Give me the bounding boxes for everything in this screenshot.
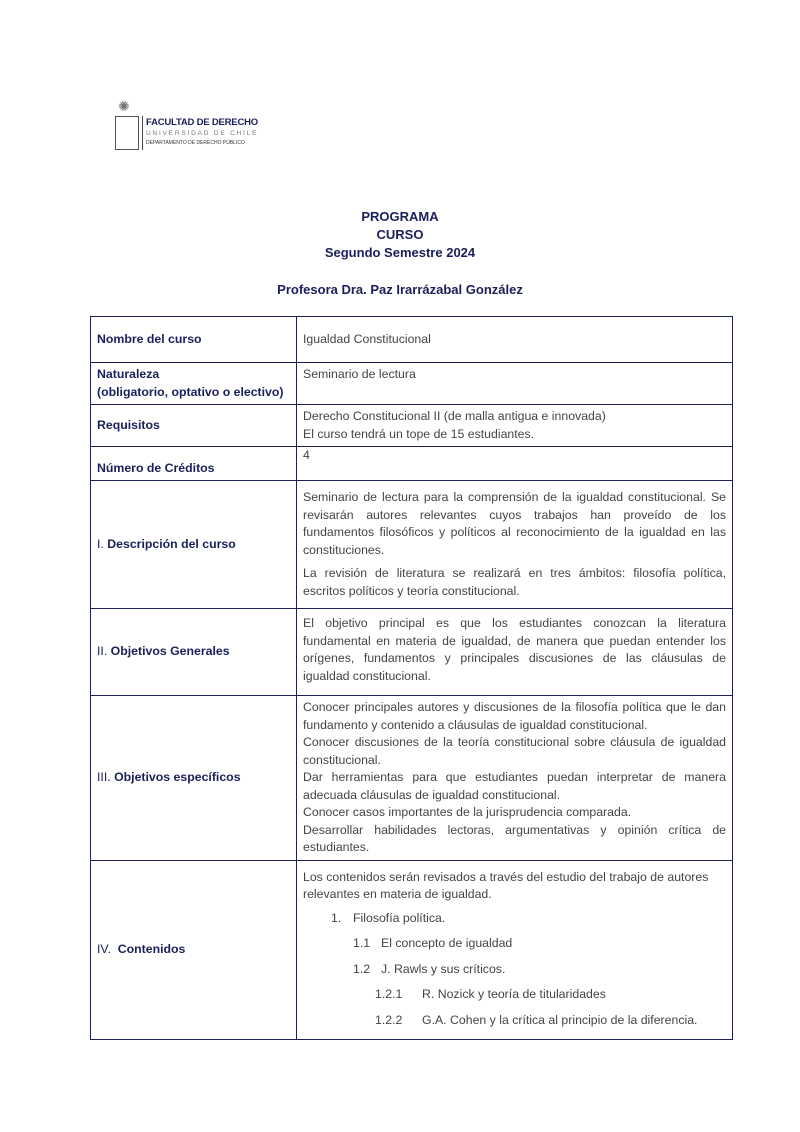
objective-item: Conocer discusiones de la teoría constitucional sobre cláusula de igualdad constitucional. xyxy=(303,735,726,767)
faculty-logo xyxy=(112,98,259,154)
table-row: I. Descripción del curso Seminario de lectura para la comprensión de la igualdad constitucional. Se revisarán autores relevantes cuyos trabajos han proveído de los fundamentos filosóficos y políticos al reconocimiento de la igualdad en las constituciones. La revisión de literatura se realizará en tres ámbitos: filosofía política, escritos políticos y teoría constitucional. xyxy=(91,481,733,609)
logo-line1: FACULTAD DE DERECHO xyxy=(146,117,258,128)
logo-line3: DEPARTAMENTO DE DERECHO PÚBLICO xyxy=(146,140,245,146)
row-label: Contenidos xyxy=(117,941,186,956)
professor: Profesora Dra. Paz Irarrázabal González xyxy=(277,282,523,297)
row-value: 4 xyxy=(297,447,733,481)
row-label: Naturaleza xyxy=(97,367,160,381)
list-item: 1.2.1 R. Nozick y teoría de titularidades xyxy=(375,987,606,1001)
row-label-note: (obligatorio, optativo o electivo) xyxy=(97,384,284,399)
objective-item: Dar herramientas para que estudiantes puedan interpretar de manera adecuada cláusulas de igualdad constitucional. xyxy=(303,770,726,802)
objective-item: Desarrollar habilidades lectoras, argumentativas y opinión crítica de estudiantes. xyxy=(303,822,726,854)
table-row xyxy=(91,363,733,405)
doc-title: PROGRAMA xyxy=(361,209,439,224)
course-table xyxy=(90,316,733,1040)
row-value: Seminario de lectura xyxy=(297,363,733,405)
logo-line2: UNIVERSIDAD DE CHILE xyxy=(146,130,259,137)
paragraph: Seminario de lectura para la comprensión de la igualdad constitucional. Se revisarán autores relevantes cuyos trabajos han proveído de los fundamentos filosóficos y políticos al reconocimiento de la igualdad en las constituciones. xyxy=(303,490,726,557)
row-label: Número de Créditos xyxy=(91,447,297,481)
doc-subtitle: CURSO xyxy=(376,227,424,242)
table-row: III. Objetivos específicos Conocer principales autores y discusiones de la filosofía política que le dan fundamento y contenido a cláusulas de igualdad constitucional. Conocer discusiones de la teoría constitucional sobre cláusula de igualdad constitucional. Dar herramientas para que estudiantes puedan interpretar de manera adecuada cláusulas de igualdad constitucional. Conocer casos importantes de la jurisprudencia comparada. Desarrollar habilidades lectoras, argumentativas y opinión crítica de estudiantes. xyxy=(91,696,733,861)
row-value: El curso tendrá un tope de 15 estudiantes. xyxy=(303,426,535,441)
row-label: Requisitos xyxy=(91,405,297,447)
list-item: 1.2.2 G.A. Cohen y la crítica al principio de la diferencia. xyxy=(375,1012,698,1027)
paragraph: La revisión de literatura se realizará en tres ámbitos: filosofía política, escritos políticos y teoría constitucional. xyxy=(303,566,726,598)
row-label: Objetivos Generales xyxy=(110,644,230,659)
shield-icon xyxy=(115,116,139,150)
table-row: II. Objetivos Generales El objetivo principal es que los estudiantes conozcan la literatura fundamental en materia de igualdad, de manera que puedan entender los orígenes, fundamentos y principales discusiones de las cláusulas de igualdad constitucional. xyxy=(91,609,733,696)
row-label: Nombre del curso xyxy=(91,317,297,363)
row-label: Objetivos específicos xyxy=(114,770,241,784)
paragraph: Los contenidos serán revisados a través del estudio del trabajo de autores relevantes en materia de igualdad. xyxy=(303,869,709,901)
list-item: 1.2 J. Rawls y sus críticos. xyxy=(353,961,506,976)
list-item: 1. Filosofía política. xyxy=(331,910,446,925)
table-row: IV. Contenidos Los contenidos serán revisados a través del estudio del trabajo de autores relevantes en materia de igualdad. 1. Filosofía política. 1.1 El concepto de igualdad 1.2 J. Rawls y sus críticos. 1.2.1 R. Nozick y teoría de titularidades 1.2.2 G.A. Cohen y la crítica al principio de la diferencia. xyxy=(91,860,733,1039)
objective-item: Conocer principales autores y discusiones de la filosofía política que le dan fundamento y contenido a cláusulas de igualdad constitucional. xyxy=(303,700,726,732)
list-item: 1.1 El concepto de igualdad xyxy=(353,936,513,950)
table-row xyxy=(91,317,733,363)
star-icon: ✺ xyxy=(118,98,130,114)
table-row xyxy=(91,405,733,447)
row-value: Derecho Constitucional II (de malla antigua e innovada) xyxy=(303,409,606,423)
row-value: Igualdad Constitucional xyxy=(297,317,733,363)
table-row xyxy=(91,447,733,481)
objective-item: Conocer casos importantes de la jurisprudencia comparada. xyxy=(303,805,632,819)
semester: Segundo Semestre 2024 xyxy=(324,245,476,260)
paragraph: El objetivo principal es que los estudiantes conozcan la literatura fundamental en materia de igualdad, de manera que puedan entender los orígenes, fundamentos y principales discusiones de las cláusulas de igualdad constitucional. xyxy=(297,609,733,696)
row-label: Descripción del curso xyxy=(107,536,236,551)
